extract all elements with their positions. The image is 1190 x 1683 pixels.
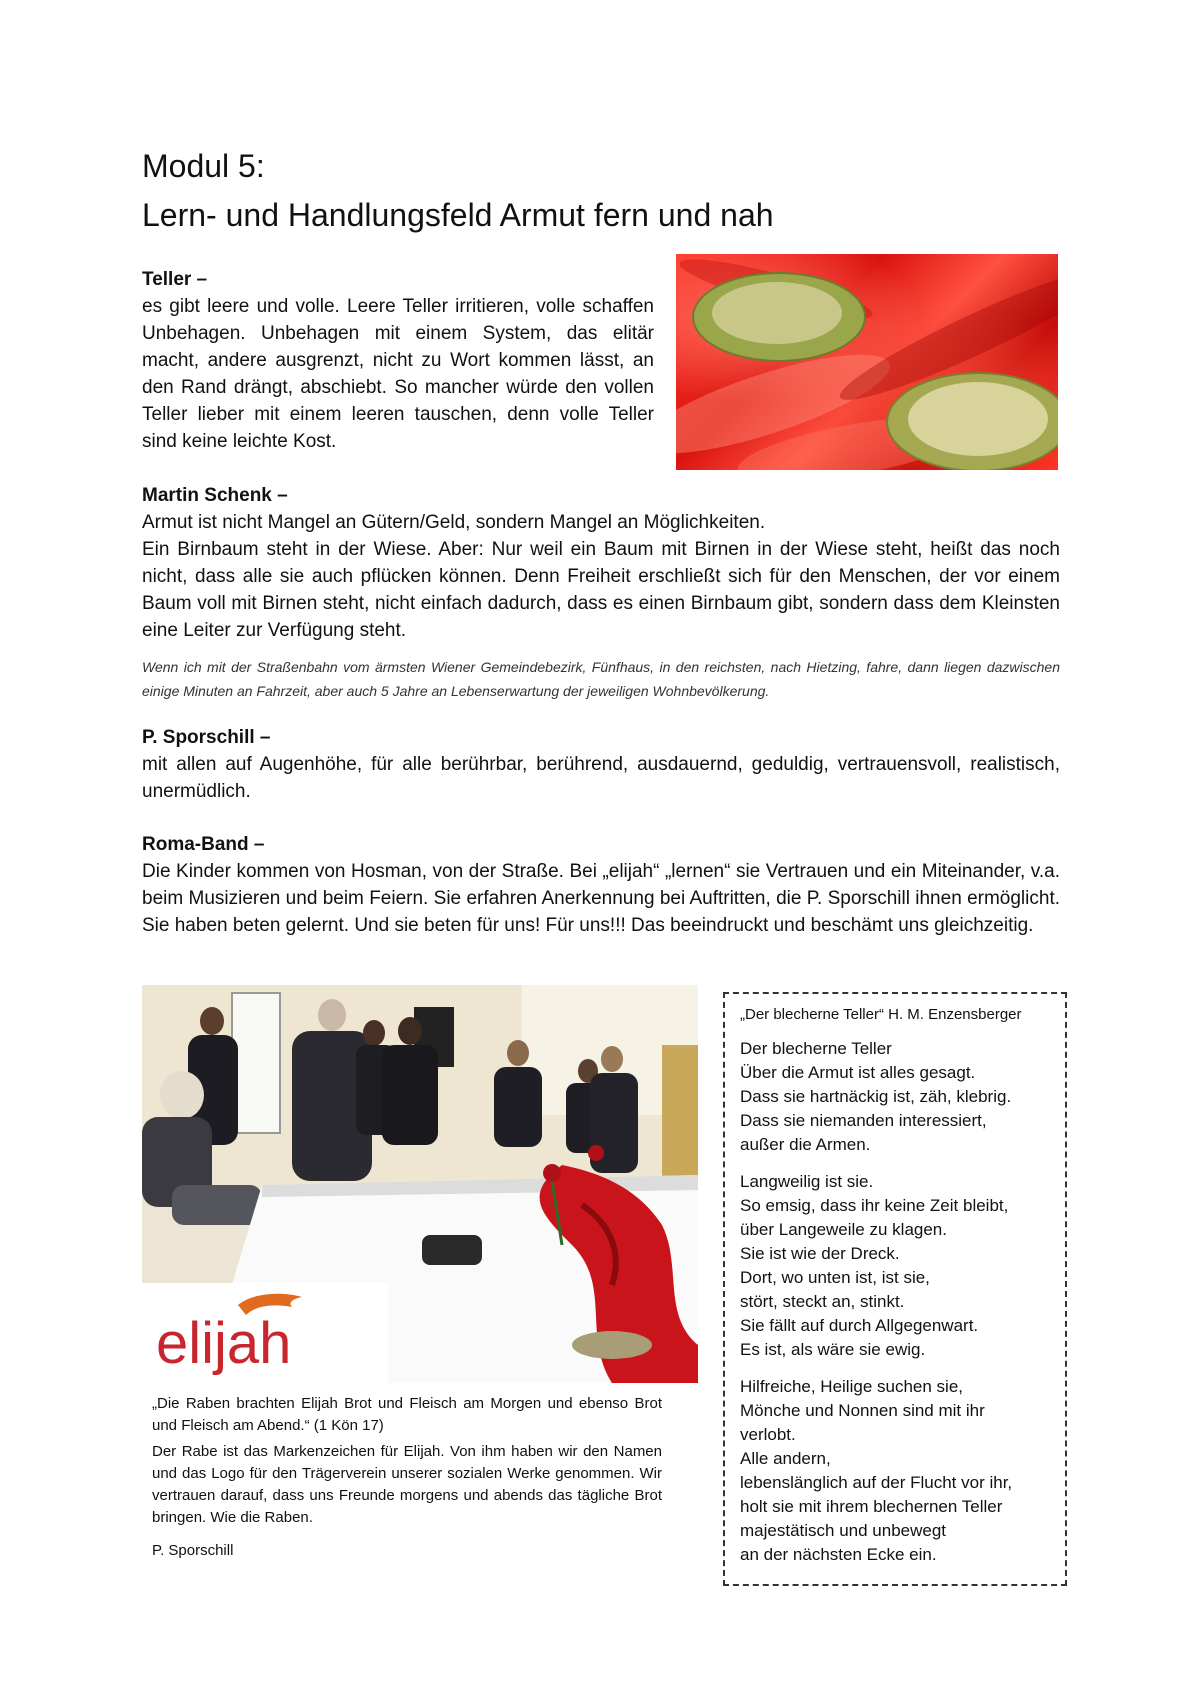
section-schenk [142, 482, 1060, 644]
poem-title: „Der blecherne Teller“ H. M. Enzensberger [740, 1006, 1022, 1023]
poem-stanza-2 [740, 1170, 1060, 1362]
section-roma [142, 831, 1060, 939]
raven-quote: „Die Raben brachten Elijah Brot und Fleisch am Morgen und ebenso Brot und Fleisch am Abend.“ (1 Kön 17) [152, 1395, 662, 1434]
schenk-text: Ein Birnbaum steht in der Wiese. Aber: Nur weil ein Baum mit Birnen in der Wiese steht, heißt das noch nicht, dass alle sie auch pflücken können. Denn Freiheit erschließt sich für den Menschen, der vor einem Baum voll mit Birnen steht, nicht einfach dadurch, dass es einen Birnbaum gibt, sondern dass dem Kleinsten eine Leiter zur Verfügung steht. [142, 539, 1060, 641]
plates-photo [676, 254, 1058, 470]
sporschill-text: mit allen auf Augenhöhe, für alle berührbar, berührend, ausdauernd, geduldig, vertrauensvoll, realistisch, unermüdlich. [142, 754, 1060, 802]
poem-box [723, 992, 1067, 1586]
poem-stanza-1 [740, 1037, 1060, 1157]
poem-line: stört, steckt an, stinkt. [740, 1292, 905, 1311]
teller-heading: Teller – [142, 269, 208, 290]
poem-line: Sie fällt auf durch Allgegenwart. [740, 1316, 979, 1335]
poem-line: Dort, wo unten ist, ist sie, [740, 1268, 930, 1287]
page-title-line2: Lern- und Handlungsfeld Armut fern und nah [142, 197, 774, 233]
poem-line: verlobt. [740, 1425, 796, 1444]
sporschill-heading: P. Sporschill – [142, 727, 271, 748]
poem-line: Mönche und Nonnen sind mit ihr [740, 1401, 985, 1420]
poem-line: Es ist, als wäre sie ewig. [740, 1340, 926, 1359]
page-title-line1: Modul 5: [142, 148, 265, 184]
poem-line: Sie ist wie der Dreck. [740, 1244, 900, 1263]
poem-line: Alle andern, [740, 1449, 831, 1468]
teller-text: es gibt leere und volle. Leere Teller irritieren, volle schaffen Unbehagen. Unbehagen mit einem System, das elitär macht, andere ausgrenzt, nicht zu Wort kommen lässt, an den Rand drängt, abschiebt. So mancher würde den vollen Teller lieber mit einem leeren tauschen, denn volle Teller sind keine leichte Kost. [142, 296, 654, 452]
poem-line: lebenslänglich auf der Flucht vor ihr, [740, 1473, 1013, 1492]
poem-line: Langweilig ist sie. [740, 1172, 874, 1191]
poem-line: Hilfreiche, Heilige suchen sie, [740, 1377, 963, 1396]
section-teller [142, 266, 654, 455]
poem-line: Dass sie hartnäckig ist, zäh, klebrig. [740, 1087, 1012, 1106]
roma-text: Die Kinder kommen von Hosman, von der Straße. Bei „elijah“ „lernen“ sie Vertrauen und ein Miteinander, v.a. beim Musizieren und beim Feiern. Sie erfahren Anerkennung bei Auftritten, die P. Sporschill ihnen ermöglicht. Sie haben beten gelernt. Und sie beten für uns! Für uns!!! Das beeindruckt und beschämt uns gleichzeitig. [142, 861, 1060, 936]
elijah-logo [142, 1283, 388, 1383]
poem-line: holt sie mit ihrem blechernen Teller [740, 1497, 1003, 1516]
section-sporschill [142, 724, 1060, 805]
caption-author: P. Sporschill [152, 1542, 234, 1559]
poem-line: außer die Armen. [740, 1135, 871, 1154]
poem-line: Dass sie niemanden interessiert, [740, 1111, 987, 1130]
poem-line: an der nächsten Ecke ein. [740, 1545, 937, 1564]
poem-line: Über die Armut ist alles gesagt. [740, 1063, 976, 1082]
schenk-line1: Armut ist nicht Mangel an Gütern/Geld, sondern Mangel an Möglichkeiten. [142, 512, 766, 533]
poem-stanza-3 [740, 1375, 1060, 1567]
poem-line: majestätisch und unbewegt [740, 1521, 947, 1540]
schenk-note: Wenn ich mit der Straßenbahn vom ärmsten Wiener Gemeindebezirk, Fünfhaus, in den reichsten, nach Hietzing, fahre, dann liegen dazwischen einige Minuten an Fahrzeit, aber auch 5 Jahre an Lebenserwartung der jeweiligen Wohnbevölkerung. [142, 659, 1060, 699]
elijah-logo-text: elijah [156, 1311, 292, 1376]
poem-line: Der blecherne Teller [740, 1039, 892, 1058]
roma-heading: Roma-Band – [142, 834, 265, 855]
poem-line: über Langeweile zu klagen. [740, 1220, 947, 1239]
raven-icon [142, 1283, 388, 1383]
raven-text: Der Rabe ist das Markenzeichen für Elijah. Von ihm haben wir den Namen und das Logo für den Trägerverein unserer sozialen Werke genommen. Wir vertrauen darauf, dass uns Freunde morgens und abends das tägliche Brot bringen. Wie die Raben. [152, 1443, 662, 1526]
group-photo [142, 985, 698, 1383]
schenk-heading: Martin Schenk – [142, 485, 288, 506]
poem-line: So emsig, dass ihr keine Zeit bleibt, [740, 1196, 1009, 1215]
